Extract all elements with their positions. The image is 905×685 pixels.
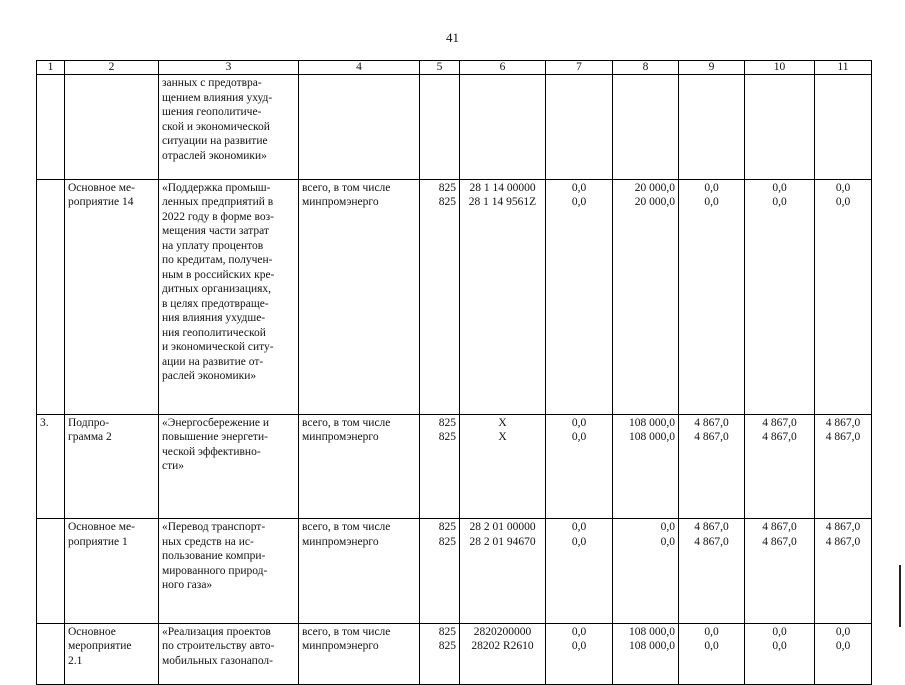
c9-value: 0,0 xyxy=(704,640,719,652)
kbk-value: X xyxy=(498,431,507,443)
kbk-value: X xyxy=(498,416,507,429)
grbs-value: 825 xyxy=(438,416,456,429)
c10-value: 4 867,0 xyxy=(762,431,797,443)
description-line: в целях предотвраще- xyxy=(162,297,269,310)
c8-value: 20 000,0 xyxy=(634,196,675,208)
cell-kbk xyxy=(460,414,546,519)
cell-exec xyxy=(299,623,420,684)
description-line: занных с предотвра- xyxy=(162,77,262,89)
c11-value: 0,0 xyxy=(835,196,851,208)
exec-value: всего, в том числе xyxy=(302,181,391,194)
measure-name-line: Основное ме- xyxy=(68,181,135,194)
measure-description xyxy=(159,75,299,180)
description-line: «Энергосбережение и xyxy=(162,416,270,429)
cell-kbk xyxy=(460,75,546,180)
description-line: шения геополитиче- xyxy=(162,106,262,118)
description-line: дитных организациях, xyxy=(162,283,272,295)
exec-value: всего, в том числе xyxy=(302,625,391,638)
c7-value: 0,0 xyxy=(571,431,587,443)
kbk-value: 28 1 14 9561Z xyxy=(468,196,537,208)
cell-c9 xyxy=(679,414,745,519)
measure-name xyxy=(65,75,159,180)
grbs-value: 825 xyxy=(438,431,456,443)
description-line: раслей экономики» xyxy=(162,370,257,382)
grbs-value: 825 xyxy=(438,535,456,548)
description-line: сти» xyxy=(162,460,185,472)
cell-c9 xyxy=(679,179,745,414)
c11-value: 0,0 xyxy=(835,640,851,652)
grbs-value: 825 xyxy=(438,640,456,652)
row-number xyxy=(37,179,65,414)
cell-c11 xyxy=(815,414,872,519)
table-body xyxy=(37,61,872,685)
column-number-8: 8 xyxy=(613,61,679,75)
c8-value: 0,0 xyxy=(660,521,675,533)
description-line: ния влияния ухудше- xyxy=(162,312,266,324)
cell-c11 xyxy=(815,75,872,180)
kbk-value: 28 1 14 00000 xyxy=(469,181,536,194)
column-number-1: 1 xyxy=(37,61,65,75)
c9-value: 4 867,0 xyxy=(694,521,729,533)
description-line: ным в российских кре- xyxy=(162,268,275,281)
kbk-value: 28 2 01 00000 xyxy=(469,521,536,533)
description-line: по кредитам, получен- xyxy=(162,254,273,266)
column-number-6: 6 xyxy=(460,61,546,75)
description-line: ситуации на развитие xyxy=(162,135,268,147)
c9-value: 0,0 xyxy=(704,625,719,638)
c11-value: 0,0 xyxy=(835,181,851,194)
c8-value: 108 000,0 xyxy=(629,416,675,429)
cell-exec xyxy=(299,414,420,519)
row-number xyxy=(37,75,65,180)
c11-value: 4 867,0 xyxy=(825,521,861,533)
description-line: по строительству авто- xyxy=(162,640,275,652)
c7-value: 0,0 xyxy=(571,521,587,533)
cell-exec xyxy=(299,179,420,414)
measure-description xyxy=(159,519,299,624)
cell-c10 xyxy=(745,414,815,519)
column-number-7: 7 xyxy=(546,61,613,75)
kbk-value: 28202 R2610 xyxy=(471,640,534,652)
row-number xyxy=(37,519,65,624)
c8-value: 0,0 xyxy=(660,535,675,548)
measure-name-line: Основное ме- xyxy=(68,521,135,533)
measure-name-line: Основное xyxy=(68,625,116,638)
table-row xyxy=(37,75,872,180)
c7-value: 0,0 xyxy=(571,181,587,194)
description-line: отраслей экономики» xyxy=(162,149,267,162)
c10-value: 4 867,0 xyxy=(762,521,797,533)
c7-value: 0,0 xyxy=(571,535,587,548)
c11-value: 4 867,0 xyxy=(825,431,861,443)
cell-c8 xyxy=(613,623,679,684)
cell-exec xyxy=(299,519,420,624)
measure-name-line: роприятие 14 xyxy=(68,196,134,208)
cell-grbs xyxy=(420,519,460,624)
c7-value: 0,0 xyxy=(571,416,587,429)
table-row xyxy=(37,179,872,414)
description-line: 2022 году в форме воз- xyxy=(162,210,275,223)
description-line: «Перевод транспорт- xyxy=(162,521,266,533)
cell-c7 xyxy=(546,75,613,180)
c11-value: 0,0 xyxy=(835,625,851,638)
c7-value: 0,0 xyxy=(571,625,587,638)
c10-value: 0,0 xyxy=(772,196,787,208)
description-line: ации на развитие от- xyxy=(162,355,264,368)
c8-value: 108 000,0 xyxy=(629,431,675,443)
cell-kbk xyxy=(460,519,546,624)
measure-description xyxy=(159,414,299,519)
description-line: мобильных газонапол- xyxy=(162,654,273,667)
cell-c10 xyxy=(745,519,815,624)
c8-value: 20 000,0 xyxy=(634,181,675,194)
table-row xyxy=(37,623,872,684)
description-line: и экономической ситу- xyxy=(162,341,274,353)
description-line: на уплату процентов xyxy=(162,239,264,252)
c10-value: 0,0 xyxy=(772,625,787,638)
cell-grbs xyxy=(420,75,460,180)
measure-description xyxy=(159,179,299,414)
measure-name-line: 2.1 xyxy=(68,654,83,667)
description-line: пользование компри- xyxy=(162,550,266,562)
measure-description xyxy=(159,623,299,684)
c11-value: 4 867,0 xyxy=(825,535,861,548)
column-number-row xyxy=(37,61,872,75)
budget-table xyxy=(36,60,872,685)
grbs-value: 825 xyxy=(438,181,456,194)
measure-name xyxy=(65,519,159,624)
cell-c7 xyxy=(546,519,613,624)
c10-value: 4 867,0 xyxy=(762,535,797,548)
c9-value: 4 867,0 xyxy=(694,535,729,548)
measure-name-line: роприятие 1 xyxy=(68,535,128,548)
grbs-value: 825 xyxy=(438,196,456,208)
exec-value: минпромэнерго xyxy=(302,196,379,208)
c8-value: 108 000,0 xyxy=(629,625,675,638)
cell-c8 xyxy=(613,414,679,519)
grbs-value: 825 xyxy=(438,521,456,533)
cell-c11 xyxy=(815,623,872,684)
description-line: ской и экономической xyxy=(162,120,270,133)
cell-c8 xyxy=(613,179,679,414)
measure-name-line: Подпро- xyxy=(68,416,110,429)
description-line: мещения части затрат xyxy=(162,225,269,237)
exec-value: всего, в том числе xyxy=(302,416,391,429)
description-line: ного газа» xyxy=(162,579,213,591)
column-number-4: 4 xyxy=(299,61,420,75)
measure-name-line: мероприятие xyxy=(68,640,132,652)
c7-value: 0,0 xyxy=(571,196,587,208)
cell-c7 xyxy=(546,414,613,519)
measure-name xyxy=(65,623,159,684)
c11-value: 4 867,0 xyxy=(825,416,861,429)
cell-c10 xyxy=(745,75,815,180)
grbs-value: 825 xyxy=(438,625,456,638)
cell-c8 xyxy=(613,519,679,624)
cell-kbk xyxy=(460,623,546,684)
kbk-value: 2820200000 xyxy=(473,625,532,638)
c7-value: 0,0 xyxy=(571,640,587,652)
page-number: 41 xyxy=(446,30,459,45)
column-number-11: 11 xyxy=(815,61,872,75)
column-number-5: 5 xyxy=(420,61,460,75)
description-line: ных средств на ис- xyxy=(162,535,254,548)
cell-c9 xyxy=(679,75,745,180)
cell-grbs xyxy=(420,414,460,519)
c9-value: 0,0 xyxy=(704,181,719,194)
measure-name xyxy=(65,179,159,414)
measure-name-line: грамма 2 xyxy=(68,431,112,443)
c10-value: 0,0 xyxy=(772,181,787,194)
c9-value: 4 867,0 xyxy=(694,416,729,429)
c9-value: 0,0 xyxy=(704,196,719,208)
c9-value: 4 867,0 xyxy=(694,431,729,443)
cell-exec xyxy=(299,75,420,180)
cell-c8 xyxy=(613,75,679,180)
cell-c7 xyxy=(546,623,613,684)
cell-grbs xyxy=(420,179,460,414)
description-line: щением влияния ухуд- xyxy=(162,91,273,104)
description-line: «Реализация проектов xyxy=(162,625,271,638)
exec-value: минпромэнерго xyxy=(302,535,379,548)
description-line: ленных предприятий в xyxy=(162,196,274,208)
row-number: 3. xyxy=(37,414,65,519)
cell-grbs xyxy=(420,623,460,684)
cell-c10 xyxy=(745,623,815,684)
row-number xyxy=(37,623,65,684)
column-number-10: 10 xyxy=(745,61,815,75)
cell-c7 xyxy=(546,179,613,414)
scan-edge-line xyxy=(899,565,901,627)
cell-c11 xyxy=(815,179,872,414)
column-number-9: 9 xyxy=(679,61,745,75)
table-row xyxy=(37,519,872,624)
kbk-value: 28 2 01 94670 xyxy=(469,535,536,548)
c10-value: 4 867,0 xyxy=(762,416,797,429)
column-number-3: 3 xyxy=(159,61,299,75)
measure-name xyxy=(65,414,159,519)
description-line: ния геополитической xyxy=(162,326,266,339)
exec-value: всего, в том числе xyxy=(302,521,391,533)
exec-value: минпромэнерго xyxy=(302,640,379,652)
description-line: повышение энергети- xyxy=(162,431,268,443)
cell-c9 xyxy=(679,623,745,684)
cell-c11 xyxy=(815,519,872,624)
description-line: мированного природ- xyxy=(162,564,268,577)
c8-value: 108 000,0 xyxy=(629,640,675,652)
description-line: ческой эффективно- xyxy=(162,445,261,458)
table-row xyxy=(37,414,872,519)
exec-value: минпромэнерго xyxy=(302,431,379,443)
cell-kbk xyxy=(460,179,546,414)
cell-c9 xyxy=(679,519,745,624)
cell-c10 xyxy=(745,179,815,414)
column-number-2: 2 xyxy=(65,61,159,75)
c10-value: 0,0 xyxy=(772,640,787,652)
description-line: «Поддержка промыш- xyxy=(162,181,271,194)
